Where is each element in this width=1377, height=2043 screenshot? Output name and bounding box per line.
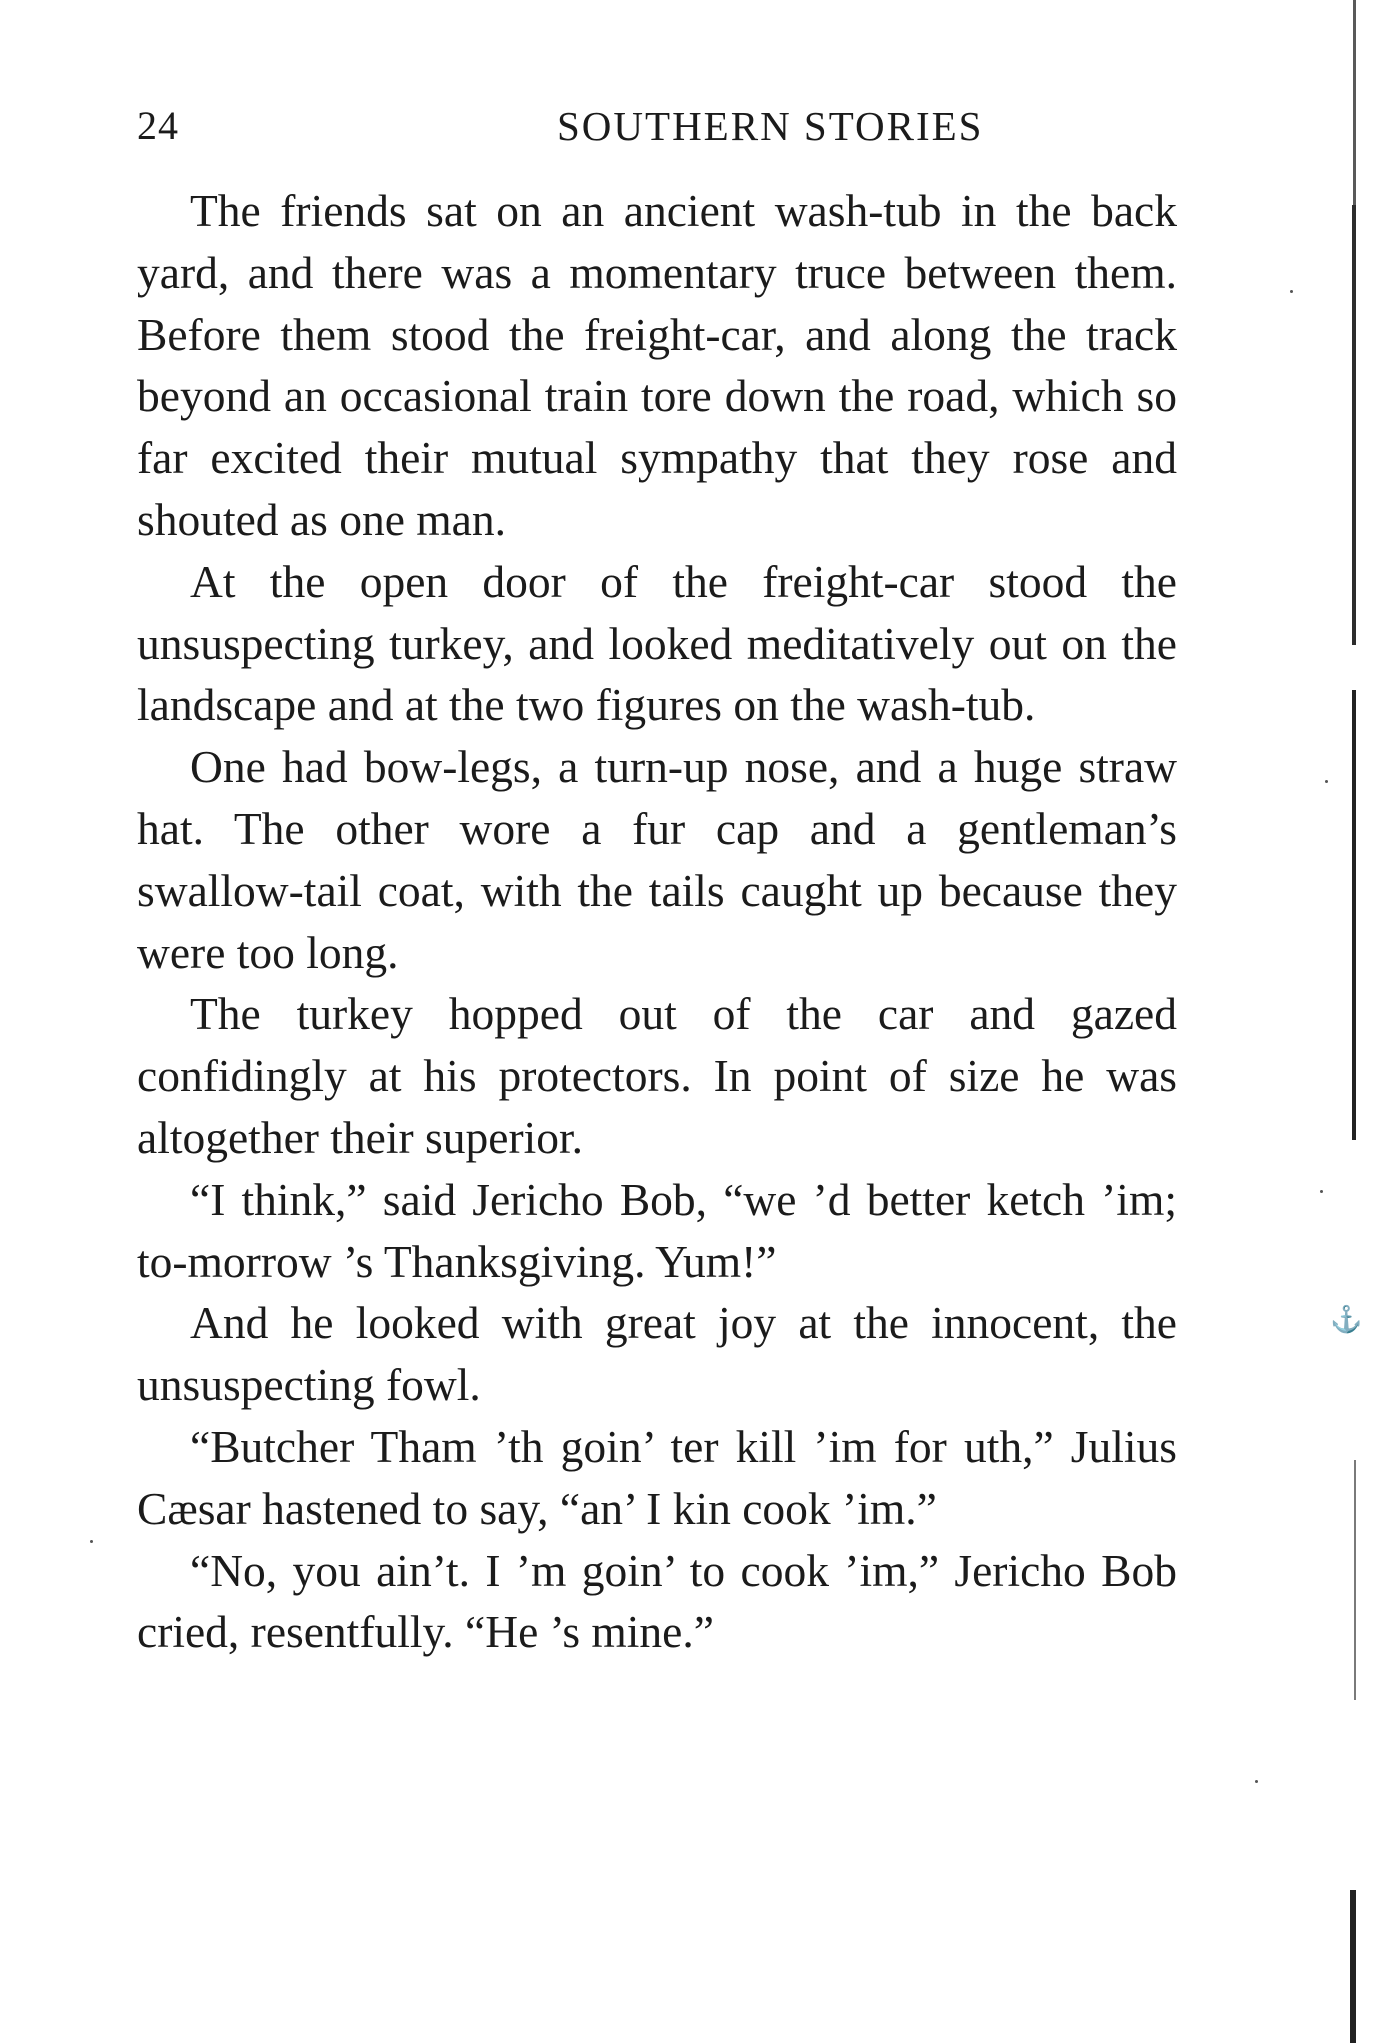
paragraph: “Butcher Tham ’th goin’ ter kill ’im for uth,” Julius Cæsar hastened to say, “an’ I kin cook ’im.”	[137, 1420, 1177, 1534]
paragraph: “I think,” said Jericho Bob, “we ’d better ketch ’im; to-morrow ’s Thanksgiving. Yum!”	[137, 1173, 1177, 1287]
page-header	[137, 96, 1177, 156]
paragraph: The turkey hopped out of the car and gazed confidingly at his protectors. In point of size he was altogether their superior.	[137, 988, 1177, 1163]
margin-mark-icon: ⚓	[1330, 1305, 1363, 1334]
binding-edge-line	[1353, 0, 1356, 205]
paragraph: And he looked with great joy at the innocent, the unsuspecting fowl.	[137, 1297, 1177, 1411]
paragraph: At the open door of the freight-car stood the unsuspecting turkey, and looked meditatively out on the landscape and at the two figures on the wash-tub.	[137, 555, 1177, 731]
paper-speck	[90, 1540, 93, 1543]
body-text	[137, 180, 1177, 1663]
paper-speck	[1255, 1780, 1258, 1783]
running-head: SOUTHERN STORIES	[557, 103, 984, 149]
paragraph: The friends sat on an ancient wash-tub in the back yard, and there was a momentary truce between them. Before them stood the freight-car, and along the track beyond an occasional train tore down the road, which so far excited their mutual sympathy that they rose and shouted as one man.	[137, 185, 1177, 545]
binding-edge-line	[1350, 1890, 1356, 2043]
paragraph: One had bow-legs, a turn-up nose, and a huge straw hat. The other wore a fur cap and a gentleman’s swallow-tail coat, with the tails caught up because they were too long.	[137, 741, 1177, 978]
binding-edge-line	[1352, 690, 1356, 1140]
binding-edge-line	[1354, 1460, 1356, 1700]
paper-speck	[1325, 780, 1328, 783]
paragraph: “No, you ain’t. I ’m goin’ to cook ’im,” Jericho Bob cried, resentfully. “He ’s mine.”	[137, 1544, 1177, 1658]
paper-speck	[1320, 1190, 1323, 1193]
binding-edge-line	[1352, 205, 1356, 645]
page-number: 24	[137, 103, 179, 148]
binding-gutter	[1317, 0, 1377, 2043]
paper-speck	[1290, 290, 1293, 293]
